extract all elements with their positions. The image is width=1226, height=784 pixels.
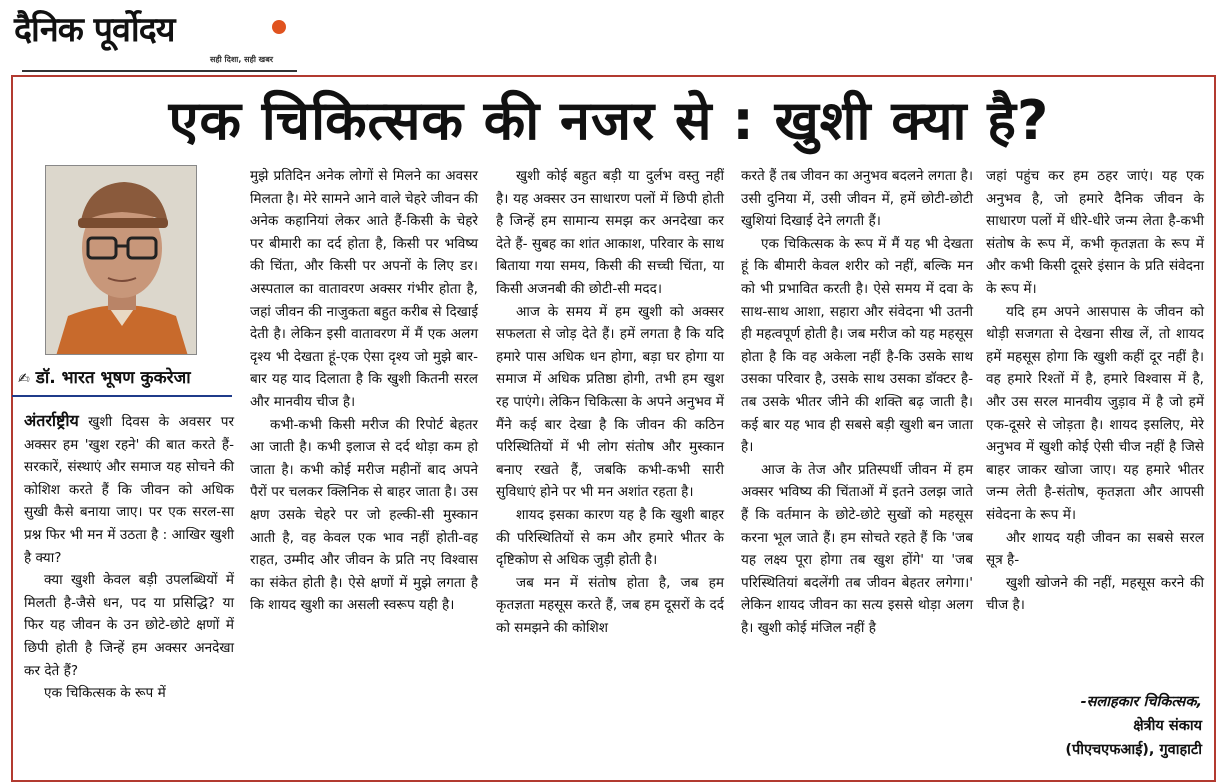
author-department: क्षेत्रीय संकाय [1133,718,1202,734]
author-portrait-image [46,166,197,355]
masthead-rule [22,70,297,72]
lead-word: अंतर्राष्ट्रीय [24,411,79,430]
newspaper-tagline: सही दिशा, सही खबर [210,55,274,64]
paragraph: मुझे प्रतिदिन अनेक लोगों से मिलने का अवसर मिलता है। मेरे सामने आने वाले चेहरे जीवन की अनेक कहानियां लेकर आते हैं-किसी के चेहरे पर बीमारी का दर्द होता है, किसी पर भविष्य की चिंता, और किसी पर अपनों के लिए डर। अस्पताल का वातावरण अक्सर गंभीर होता है, जहां जीवन की नाजुकता बहुत करीब से दिखाई देती है। लेकिन इसी वातावरण में मैं एक अलग दृश्य भी देखता हूं-एक ऐसा दृश्य जो मुझे बार-बार यह याद दिलाता है कि खुशी कितनी सरल और मानवीय चीज है। [250,168,478,410]
paragraph: कभी-कभी किसी मरीज की रिपोर्ट बेहतर आ जाती है। कभी इलाज से दर्द थोड़ा कम हो जाता है। कभी कोई मरीज महीनों बाद अपने पैरों पर चलकर क्लिनिक से बाहर जाता है। उस क्षण उसके चेहरे पर जो हल्की-सी मुस्कान आती है, वह केवल एक भाव नहीं होती-वह राहत, उम्मीद और जीवन के प्रति नए विश्वास का संकेत होती है। ऐसे क्षणों में मुझे लगता है कि शायद खुशी का असली स्वरूप यही है। [250,416,478,614]
masthead [14,8,294,68]
article-column-5 [986,165,1204,770]
author-name: डॉ. भारत भूषण कुकरेजा [35,368,191,388]
pen-icon: ✍ [18,371,30,387]
paragraph: आज के समय में हम खुशी को अक्सर सफलता से जोड़ देते हैं। हमें लगता है कि यदि हमारे पास अधिक धन होगा, बड़ा घर होगा या समाज में अधिक प्रतिष्ठा होगी, तभी हम खुश रह पाएंगे। लेकिन चिकित्सा के अपने अनुभव में मैंने कई बार देखा है कि जीवन की कठिन परिस्थितियों में भी लोग संतोष और मुस्कान बनाए रखते हैं, जबकि कभी-कभी सारी सुविधाएं होने पर भी मन अशांत रहता है। [496,303,724,501]
paragraph: जहां पहुंच कर हम ठहर जाएं। यह एक अनुभव है, जो हमारे दैनिक जीवन के साधारण पलों में धीरे-धीरे जन्म लेता है-कभी संतोष के रूप में, कभी कृतज्ञता के रूप में और कभी किसी दूसरे इंसान के प्रति संवेदना के रूप में। [986,168,1204,297]
article-column-4 [741,165,973,770]
article-column-1 [24,410,234,770]
paragraph: आज के तेज और प्रतिस्पर्धी जीवन में हम अक्सर भविष्य की चिंताओं में इतने उलझ जाते हैं कि वर्तमान के छोटे-छोटे सुखों को महसूस करना भूल जाते हैं। हम सोचते रहते हैं कि 'जब यह लक्ष्य पूरा होगा तब खुश होंगे' या 'जब परिस्थितियां बदलेंगी तब जीवन बेहतर लगेगा।' लेकिन शायद जीवन का सत्य इससे थोड़ा अलग है। खुशी कोई मंजिल नहीं है [741,461,973,636]
author-organization: (पीएचएफआई), गुवाहाटी [1065,742,1202,758]
article-column-3 [496,165,724,770]
paragraph: एक चिकित्सक के रूप में [44,685,166,702]
article-headline: एक चिकित्सक की नजर से : खुशी क्या है? [168,89,1050,152]
paragraph: एक चिकित्सक के रूप में मैं यह भी देखता हूं कि बीमारी केवल शरीर को नहीं, बल्कि मन को भी प्रभावित करती है। ऐसे समय में दवा के साथ-साथ आशा, सहारा और संवेदना भी उतनी ही महत्वपूर्ण होती है। जब मरीज को यह महसूस होता है कि वह अकेला नहीं है-कि उसके साथ उसका परिवार है, उसके साथ उसका डॉक्टर है-तब उसके भीतर जीने की शक्ति बढ़ जाती है। कई बार यह भाव ही सबसे बड़ी खुशी बन जाता है। [741,235,973,456]
paragraph: खुशी कोई बहुत बड़ी या दुर्लभ वस्तु नहीं है। यह अक्सर उन साधारण पलों में छिपी होती है जिन्हें हम सामान्य समझ कर अनदेखा कर देते हैं- सुबह का शांत आकाश, परिवार के साथ बिताया गया समय, किसी की सच्ची चिंता, या किसी अजनबी की छोटी-सी मदद। [496,168,724,297]
logo-dot-icon [272,20,286,34]
author-byline [12,362,232,394]
paragraph: यदि हम अपने आसपास के जीवन को थोड़ी सजगता से देखना सीख लें, तो शायद हमें महसूस होगा कि खुशी कहीं दूर नहीं है। वह हमारे रिश्तों में है, हमारे विश्वास में है, और उस सरल मानवीय जुड़ाव में है जो हमें एक-दूसरे से जोड़ता है। शायद इसलिए, मेरे अनुभव में खुशी कोई ऐसी चीज नहीं है जिसे बाहर जाकर खोजा जाए। यह हमारे भीतर जन्म लेती है-संतोष, कृतज्ञता और आपसी संवेदना के रूप में। [986,303,1204,523]
paragraph: और शायद यही जीवन का सबसे सरल सूत्र है- [986,529,1204,569]
paragraph: खुशी खोजने की नहीं, महसूस करने की चीज है। [986,574,1204,614]
article-column-2 [250,165,478,770]
newspaper-title: दैनिक पूर्वोदय [14,10,175,50]
paragraph: शायद इसका कारण यह है कि खुशी बाहर की परिस्थितियों से कम और हमारे भीतर के दृष्टिकोण से अधिक जुड़ी होती है। [496,506,724,569]
paragraph-text: खुशी दिवस के अवसर पर अक्सर हम 'खुश रहने' की बात करते हैं-सरकारें, संस्थाएं और समाज यह सोचने की कोशिश करते हैं कि जीवन को अधिक सुखी कैसे बनाया जाए। पर एक सरल-सा प्रश्न फिर भी मन में उठता है : आखिर खुशी है क्या? [24,414,234,566]
paragraph: करते हैं तब जीवन का अनुभव बदलने लगता है। उसी दुनिया में, उसी जीवन में, हमें छोटी-छोटी खुशियां दिखाई देने लगती हैं। [741,168,973,230]
paragraph: क्या खुशी केवल बड़ी उपलब्धियों में मिलती है-जैसे धन, पद या प्रसिद्धि? या फिर यह जीवन के उन छोटे-छोटे क्षणों में छिपी होती है जिन्हें हम अक्सर अनदेखा कर देते हैं? [24,572,234,679]
author-photo [45,165,197,355]
paragraph [24,410,234,569]
author-role: -सलाहकार चिकित्सक, [1080,694,1202,710]
byline-rule [12,395,232,397]
paragraph: जब मन में संतोष होता है, जब हम कृतज्ञता महसूस करते हैं, जब हम दूसरों के दर्द को समझने की कोशिश [496,574,724,636]
